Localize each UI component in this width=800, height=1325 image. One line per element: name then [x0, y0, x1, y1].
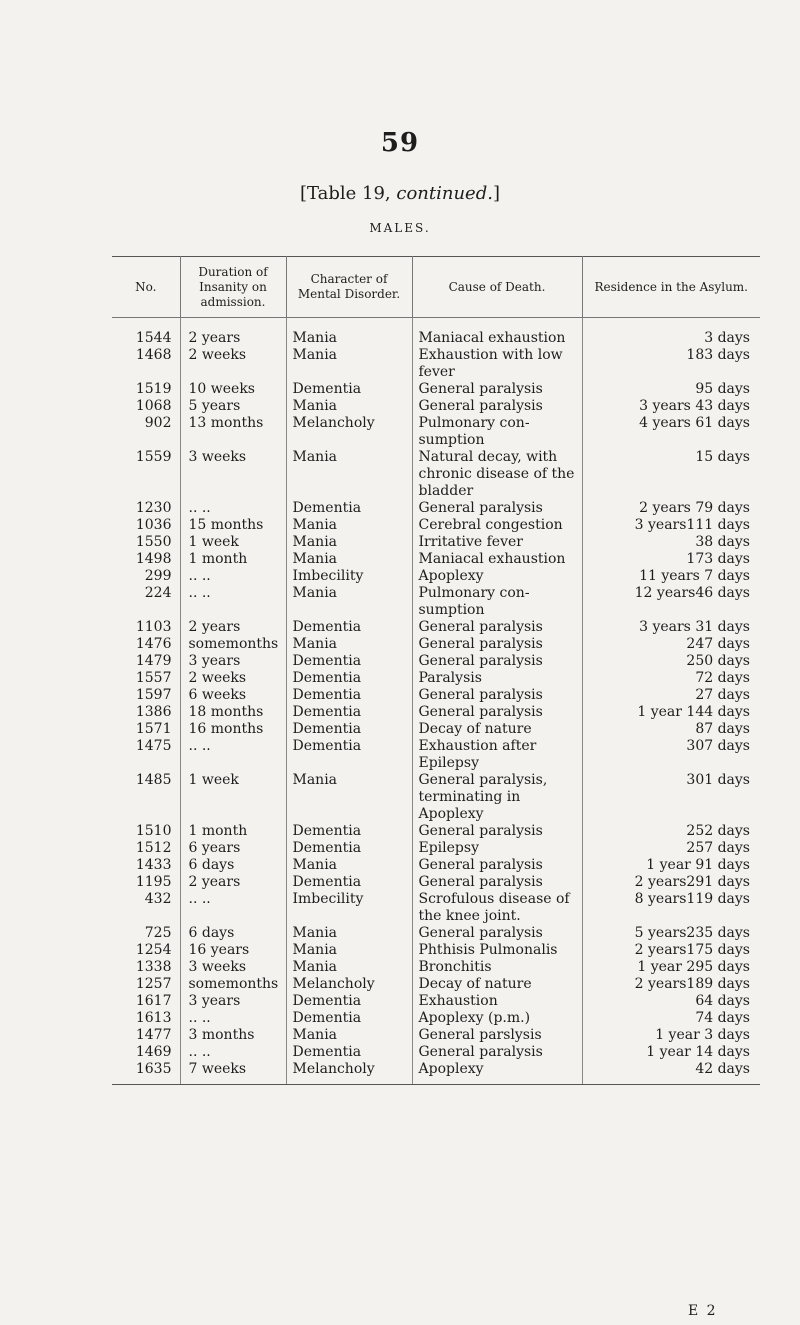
cell-cause: General paralysis: [412, 704, 582, 721]
table-row: [112, 636, 760, 653]
cell-duration: 1 month: [180, 823, 286, 840]
cell-duration: 2 years: [180, 619, 286, 636]
cell-residence: 72 days: [695, 670, 750, 686]
cell-no: 1479: [112, 653, 180, 670]
cell-no: 1230: [112, 500, 180, 517]
cell-residence: 250 days: [686, 653, 750, 669]
cell-no: 299: [112, 568, 180, 585]
table-row: [112, 534, 760, 551]
cell-character: Mania: [286, 534, 412, 551]
cell-cause: Paralysis: [412, 670, 582, 687]
cell-no: 1257: [112, 976, 180, 993]
cell-duration: 16 years: [180, 942, 286, 959]
cell-character: Melancholy: [286, 976, 412, 993]
cell-residence: 3 years111 days: [634, 517, 750, 533]
cell-duration: .. ..: [180, 1010, 286, 1027]
cell-character: Dementia: [286, 500, 412, 517]
cell-cause: Scrofulous disease of the knee joint.: [412, 891, 582, 925]
cell-residence: 8 years119 days: [634, 891, 750, 907]
cell-duration: .. ..: [180, 891, 286, 925]
table-row: [112, 959, 760, 976]
cell-no: 1469: [112, 1044, 180, 1061]
cell-residence: 2 years 79 days: [639, 500, 750, 516]
cell-residence: 1 year 295 days: [637, 959, 750, 975]
cell-residence: 2 years175 days: [634, 942, 750, 958]
cell-residence: 42 days: [582, 1061, 760, 1085]
header-residence: Residence in the Asylum.: [582, 257, 760, 318]
cell-duration: 1 week: [180, 534, 286, 551]
cell-cause: Decay of nature: [412, 721, 582, 738]
cell-no: 1571: [112, 721, 180, 738]
cell-no: 1103: [112, 619, 180, 636]
table-row: [112, 721, 760, 738]
table-row: [112, 1010, 760, 1027]
cell-duration: 1 week: [180, 772, 286, 823]
cell-residence: 252 days: [686, 823, 750, 839]
cell-cause: General paralysis, terminating in Apoplexy: [412, 772, 582, 823]
cell-character: Dementia: [286, 738, 412, 772]
cell-residence: 74 days: [695, 1010, 750, 1026]
cell-residence: 11 years 7 days: [639, 568, 750, 584]
cell-duration: 13 months: [180, 415, 286, 449]
cell-no: 224: [112, 585, 180, 619]
table-row: [112, 704, 760, 721]
cell-duration: 6 years: [180, 840, 286, 857]
cell-no: 1635: [112, 1061, 180, 1085]
cell-residence: 247 days: [686, 636, 750, 652]
cell-character: Imbecility: [286, 568, 412, 585]
title-prefix: [Table 19,: [300, 183, 397, 204]
cell-character: Mania: [286, 1027, 412, 1044]
cell-duration: 1 month: [180, 551, 286, 568]
table-row: [112, 568, 760, 585]
cell-cause: Maniacal exhaustion: [412, 330, 582, 347]
table-row: [112, 415, 760, 449]
table-row: [112, 738, 760, 772]
cell-character: Mania: [286, 330, 412, 347]
cell-cause: Epilepsy: [412, 840, 582, 857]
cell-cause: Exhaustion after Epilepsy: [412, 738, 582, 772]
table-row: [112, 840, 760, 857]
table-row: [112, 500, 760, 517]
cell-residence: 3 years 43 days: [639, 398, 750, 414]
cell-residence: 257 days: [686, 840, 750, 856]
cell-character: Dementia: [286, 721, 412, 738]
page-number: 59: [380, 128, 420, 158]
cell-no: 1386: [112, 704, 180, 721]
cell-character: Mania: [286, 517, 412, 534]
cell-no: 1510: [112, 823, 180, 840]
table-row: [112, 857, 760, 874]
cell-duration: 6 days: [180, 857, 286, 874]
cell-cause: General paralysis: [412, 381, 582, 398]
cell-character: Mania: [286, 942, 412, 959]
cell-no: 1498: [112, 551, 180, 568]
title-suffix: ]: [492, 183, 500, 204]
cell-character: Dementia: [286, 619, 412, 636]
cell-no: 432: [112, 891, 180, 925]
table-row: [112, 619, 760, 636]
cell-character: Dementia: [286, 687, 412, 704]
cell-duration: 6 weeks: [180, 687, 286, 704]
cell-duration: .. ..: [180, 738, 286, 772]
cell-residence: 301 days: [686, 772, 750, 788]
header-no: No.: [112, 257, 180, 318]
cell-cause: Exhaustion with low fever: [412, 347, 582, 381]
cell-character: Melancholy: [286, 1061, 412, 1085]
cell-no: 1476: [112, 636, 180, 653]
table-row: [112, 891, 760, 925]
cell-duration: .. ..: [180, 568, 286, 585]
cell-residence: 5 years235 days: [634, 925, 750, 941]
cell-duration: 16 months: [180, 721, 286, 738]
cell-duration: 18 months: [180, 704, 286, 721]
cell-duration: 3 weeks: [180, 959, 286, 976]
cell-residence: 1 year 144 days: [637, 704, 750, 720]
cell-residence: 183 days: [686, 347, 750, 363]
spacer-row: [112, 318, 760, 331]
cell-duration: somemonths: [180, 976, 286, 993]
cell-cause: Apoplexy: [412, 568, 582, 585]
cell-cause: General paralysis: [412, 653, 582, 670]
cell-character: Dementia: [286, 823, 412, 840]
cell-cause: Pulmonary con-sumption: [412, 415, 582, 449]
cell-residence: 1 year 91 days: [646, 857, 750, 873]
cell-no: 1519: [112, 381, 180, 398]
cell-cause: Phthisis Pulmonalis: [412, 942, 582, 959]
cell-cause: General parslysis: [412, 1027, 582, 1044]
table-row: [112, 1044, 760, 1061]
cell-duration: .. ..: [180, 500, 286, 517]
cell-no: 1557: [112, 670, 180, 687]
cell-no: 902: [112, 415, 180, 449]
cell-cause: Maniacal exhaustion: [412, 551, 582, 568]
cell-duration: 2 years: [180, 330, 286, 347]
title-continued: continued.: [396, 183, 493, 204]
cell-no: 1475: [112, 738, 180, 772]
cell-character: Dementia: [286, 704, 412, 721]
cell-no: 1468: [112, 347, 180, 381]
table-row: [112, 398, 760, 415]
table-row: [112, 687, 760, 704]
cell-character: Dementia: [286, 993, 412, 1010]
cell-cause: Bronchitis: [412, 959, 582, 976]
cell-residence: 2 years291 days: [634, 874, 750, 890]
cell-cause: Cerebral congestion: [412, 517, 582, 534]
cell-no: 1617: [112, 993, 180, 1010]
cell-duration: 3 months: [180, 1027, 286, 1044]
table-row: [112, 449, 760, 500]
cell-no: 1550: [112, 534, 180, 551]
cell-no: 1433: [112, 857, 180, 874]
cell-residence: 38 days: [695, 534, 750, 550]
cell-duration: 3 years: [180, 993, 286, 1010]
signature-mark: E 2: [688, 1303, 718, 1319]
cell-cause: General paralysis: [412, 619, 582, 636]
cell-no: 1485: [112, 772, 180, 823]
cell-character: Mania: [286, 551, 412, 568]
cell-character: Mania: [286, 449, 412, 500]
cell-no: 1068: [112, 398, 180, 415]
cell-duration: .. ..: [180, 1044, 286, 1061]
cell-no: 1195: [112, 874, 180, 891]
cell-duration: .. ..: [180, 585, 286, 619]
cell-residence: 307 days: [686, 738, 750, 754]
table-row: [112, 330, 760, 347]
cell-cause: Decay of nature: [412, 976, 582, 993]
cell-character: Mania: [286, 857, 412, 874]
cell-no: 725: [112, 925, 180, 942]
table-row: [112, 517, 760, 534]
cell-character: Dementia: [286, 1044, 412, 1061]
cell-character: Mania: [286, 636, 412, 653]
table-row: [112, 925, 760, 942]
cell-residence: 4 years 61 days: [639, 415, 750, 431]
cell-no: 1597: [112, 687, 180, 704]
cell-character: Mania: [286, 959, 412, 976]
table-title: [0, 183, 800, 204]
cell-duration: somemonths: [180, 636, 286, 653]
cell-no: 1544: [112, 330, 180, 347]
cell-duration: 2 years: [180, 874, 286, 891]
cell-cause: Pulmonary con-sumption: [412, 585, 582, 619]
cell-character: Dementia: [286, 1010, 412, 1027]
cell-cause: General paralysis: [412, 500, 582, 517]
table-row: [112, 823, 760, 840]
header-duration: Duration of Insanity on admission.: [180, 257, 286, 318]
cell-cause: General paralysis: [412, 636, 582, 653]
cell-character: Mania: [286, 347, 412, 381]
cell-no: 1477: [112, 1027, 180, 1044]
cell-duration: 7 weeks: [180, 1061, 286, 1085]
cell-no: 1559: [112, 449, 180, 500]
cell-residence: 15 days: [695, 449, 750, 465]
table-row: [112, 347, 760, 381]
cell-residence: 1 year 14 days: [646, 1044, 750, 1060]
cell-character: Imbecility: [286, 891, 412, 925]
cell-no: 1512: [112, 840, 180, 857]
cell-cause: General paralysis: [412, 925, 582, 942]
cell-residence: 64 days: [695, 993, 750, 1009]
cell-duration: 2 weeks: [180, 670, 286, 687]
cell-residence: 87 days: [695, 721, 750, 737]
cell-cause: Natural decay, with chronic disease of the bladder: [412, 449, 582, 500]
cell-cause: General paralysis: [412, 398, 582, 415]
cell-duration: 3 weeks: [180, 449, 286, 500]
cell-residence: 3 years 31 days: [639, 619, 750, 635]
cell-cause: General paralysis: [412, 823, 582, 840]
cell-character: Dementia: [286, 840, 412, 857]
table-row: [112, 993, 760, 1010]
cell-no: 1338: [112, 959, 180, 976]
table-row: [112, 1061, 760, 1085]
table-row: [112, 942, 760, 959]
cell-character: Dementia: [286, 653, 412, 670]
cell-character: Mania: [286, 398, 412, 415]
deaths-table: [112, 256, 760, 1085]
cell-duration: 10 weeks: [180, 381, 286, 398]
header-cause: Cause of Death.: [412, 257, 582, 318]
table-row: [112, 772, 760, 823]
cell-residence: 95 days: [695, 381, 750, 397]
cell-cause: Exhaustion: [412, 993, 582, 1010]
cell-character: Melancholy: [286, 415, 412, 449]
cell-residence: 27 days: [695, 687, 750, 703]
table-row: [112, 1027, 760, 1044]
cell-character: Mania: [286, 925, 412, 942]
cell-no: 1613: [112, 1010, 180, 1027]
cell-character: Dementia: [286, 874, 412, 891]
cell-cause: Apoplexy: [412, 1061, 582, 1085]
cell-character: Dementia: [286, 670, 412, 687]
cell-duration: 5 years: [180, 398, 286, 415]
cell-residence: 12 years46 days: [634, 585, 750, 601]
table-row: [112, 653, 760, 670]
cell-duration: 6 days: [180, 925, 286, 942]
cell-cause: Apoplexy (p.m.): [412, 1010, 582, 1027]
header-row: [112, 257, 760, 318]
table-subtitle: MALES.: [369, 221, 431, 235]
table-row: [112, 976, 760, 993]
cell-duration: 2 weeks: [180, 347, 286, 381]
cell-cause: General paralysis: [412, 874, 582, 891]
cell-residence: 3 days: [704, 330, 750, 346]
table-row: [112, 585, 760, 619]
cell-no: 1036: [112, 517, 180, 534]
header-character: Character of Mental Disorder.: [286, 257, 412, 318]
cell-no: 1254: [112, 942, 180, 959]
cell-cause: Irritative fever: [412, 534, 582, 551]
cell-residence: 2 years189 days: [634, 976, 750, 992]
cell-character: Mania: [286, 772, 412, 823]
cell-residence: 173 days: [686, 551, 750, 567]
table-row: [112, 551, 760, 568]
cell-duration: 3 years: [180, 653, 286, 670]
table-row: [112, 874, 760, 891]
table-row: [112, 670, 760, 687]
table-row: [112, 381, 760, 398]
cell-residence: 1 year 3 days: [655, 1027, 750, 1043]
cell-cause: General paralysis: [412, 687, 582, 704]
cell-cause: General paralysis: [412, 857, 582, 874]
cell-cause: General paralysis: [412, 1044, 582, 1061]
cell-character: Dementia: [286, 381, 412, 398]
table-body: [112, 318, 760, 1085]
cell-character: Mania: [286, 585, 412, 619]
cell-duration: 15 months: [180, 517, 286, 534]
